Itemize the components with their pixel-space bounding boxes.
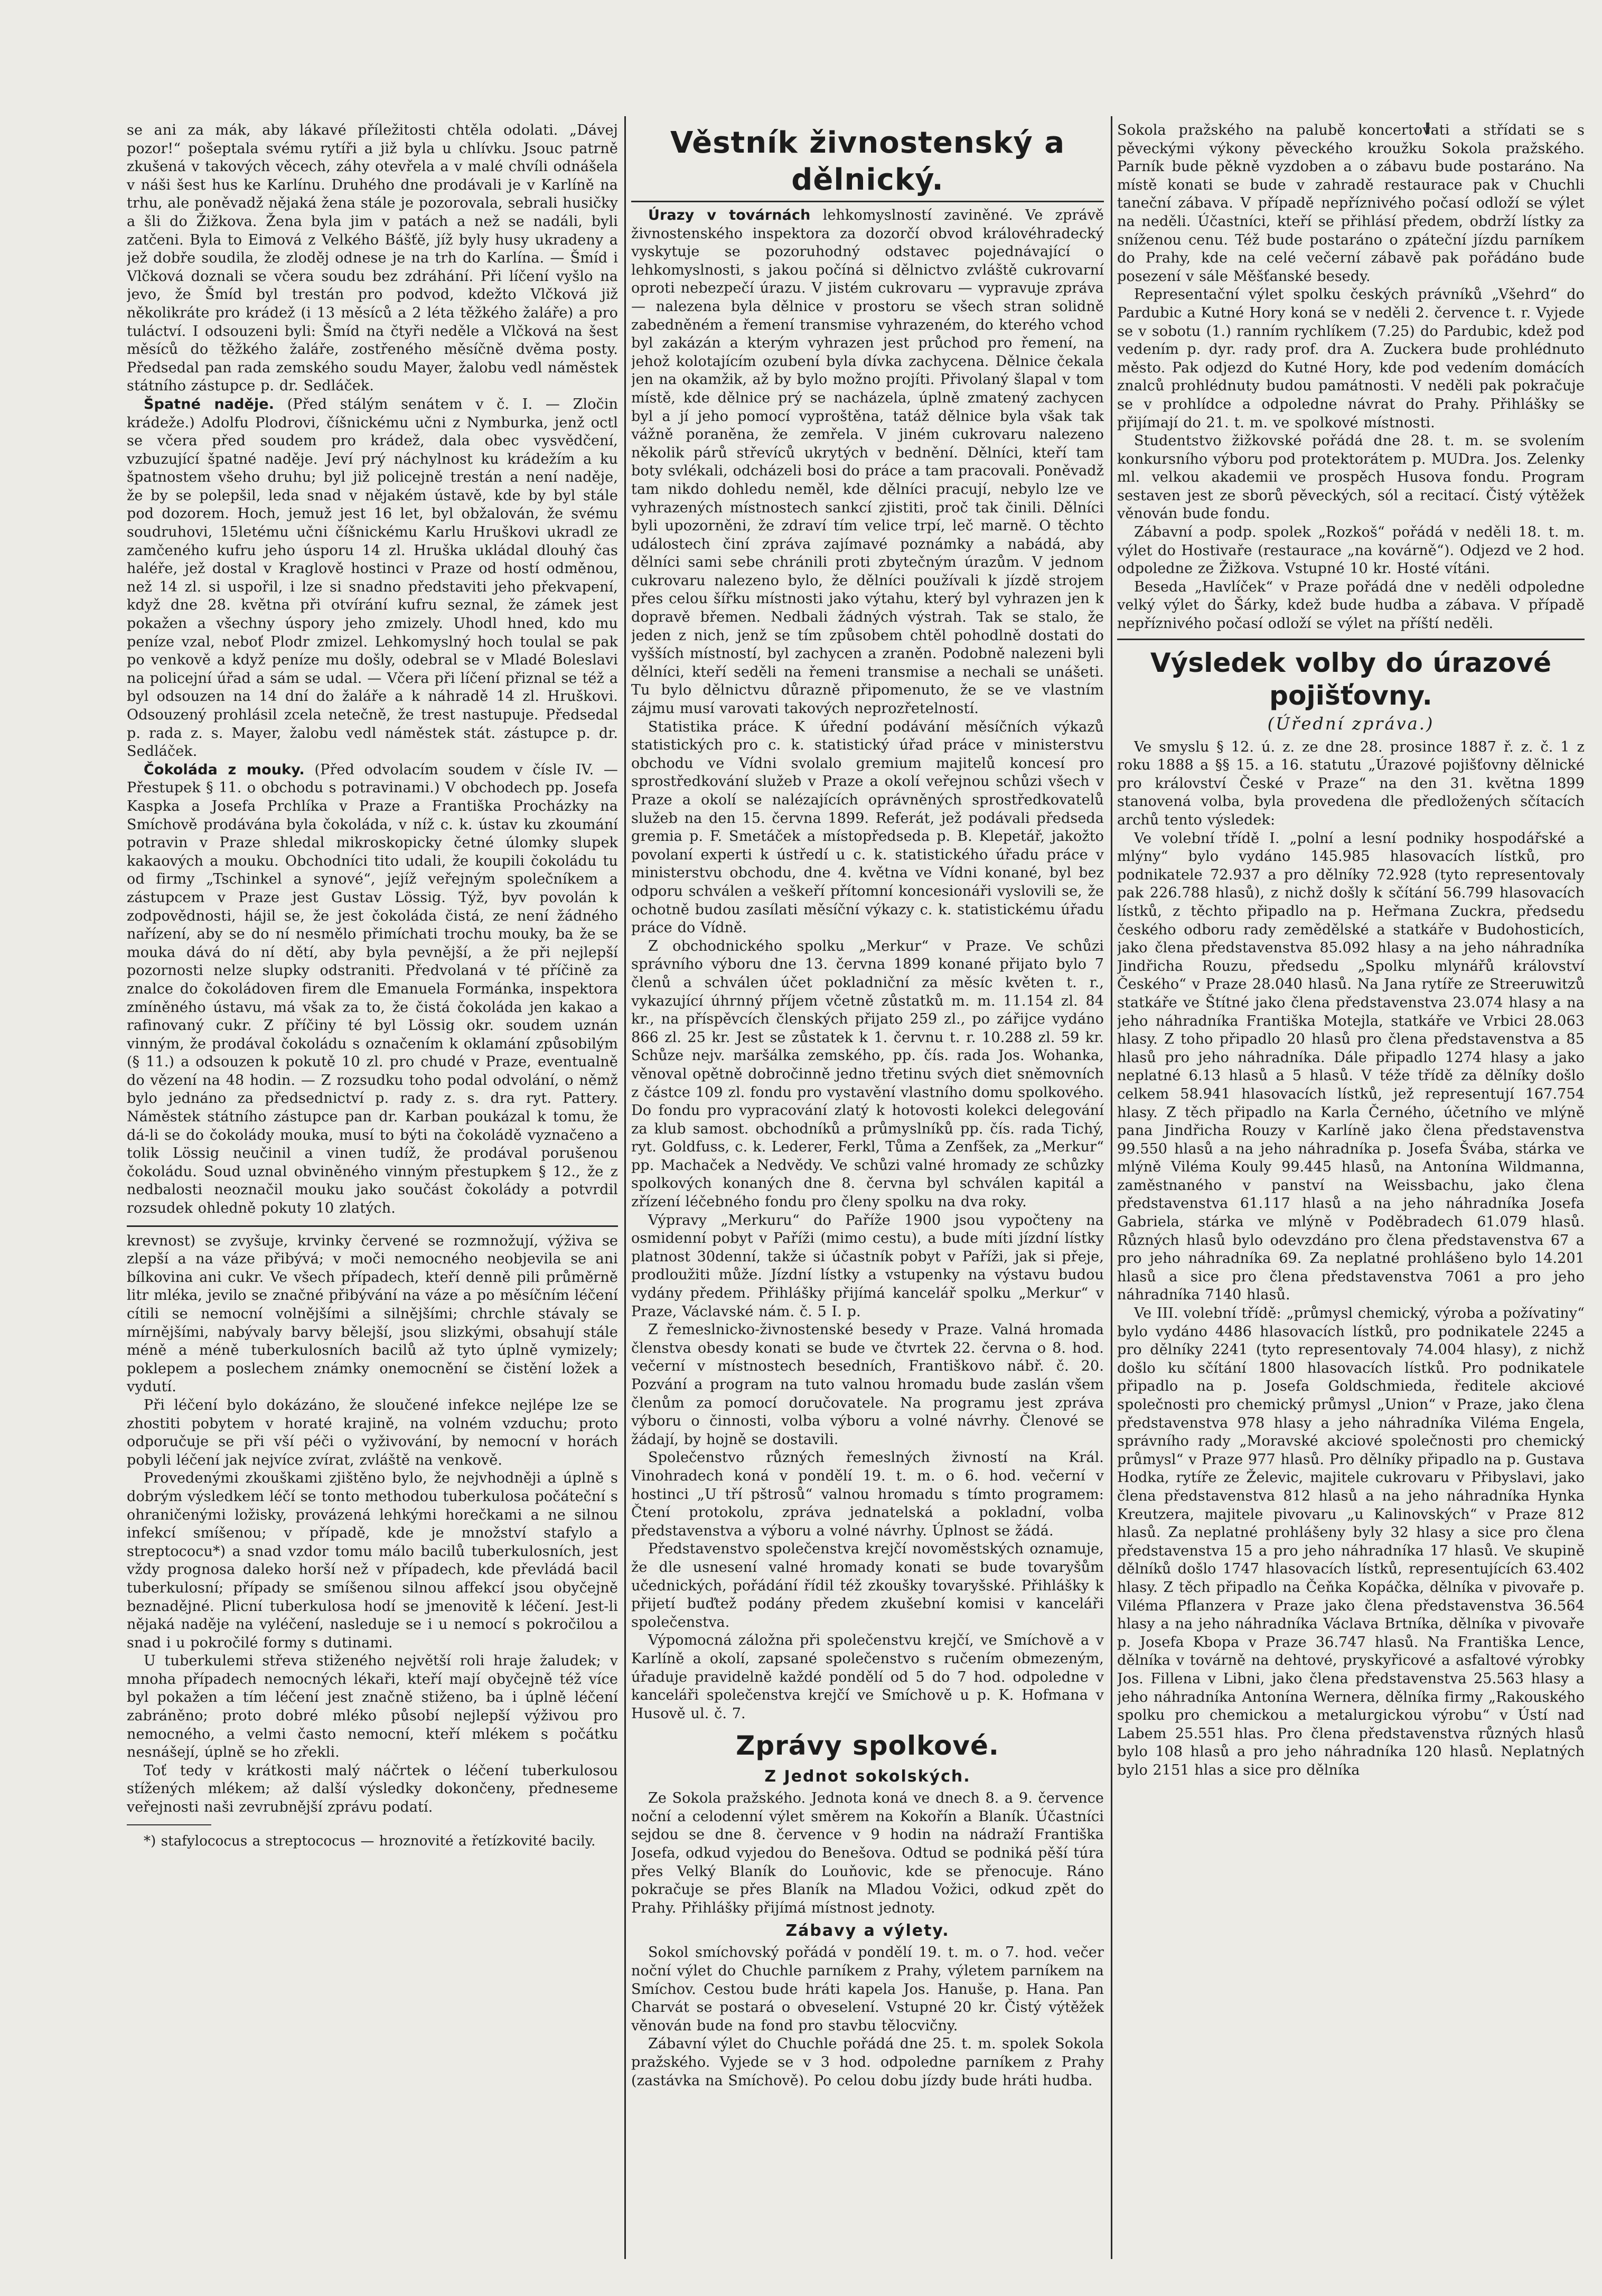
column-2 [631,121,1104,2259]
article-statistika: Statistika práce. K úřední podávání měsíčních výkazů statistických pro c. k. statistický úřad práce v ministerstvu obchodu ve Vídni svolalo gremium majitelů koncesí pro sprostředkování služeb v Praze a okolí veřejnou schůzi všech v Praze a okolí se nalézajících oprávněných sprostředkovatelů služeb na den 15. června 1899. Referát, jež podávali předseda gremia p. F. Smetáček a místopředseda p. B. Klepetář, jakožto povolaní experti k ústředí u c. k. statistického úřadu práce v ministerstvu obchodu, dne 4. května ve Vídni konané, byl bez odporu schválen a veškeří přítomní koncesionáři vyslovili se, že ochotně budou zasílati měsíční výkazy c. k. statistickému úřadu práce do Vídně. [631,718,1104,936]
election-headline: Výsledek volby do úrazové pojišťovny. [1150,647,1552,711]
section-heading: Zprávy spolkové. [736,1730,999,1761]
article-vsehrd: Representační výlet spolku českých právníků „Všehrd“ do Pardubic a Kutné Hory koná se v neděli 2. července t. r. Vyjede se v sobotu (1.) ranním rychlíkem (7.25) do Pardubic, kdež pod vedením p. dyr. rady prof. dra A. Zuckera bude prohlédnuto město. Pak odjezd do Kutné Hory, kde pod vedením domácích znalců prohlédnuty budou památnosti. V neděli pak pokračuje se v prohlídce a odpoledne návrat do Prahy. Přihlášky se přijímají do 21. t. m. ve spolkové místnosti. [1117,286,1585,431]
footnote-rule [127,1824,211,1825]
milk-cure-p2: Při léčení bylo dokázáno, že sloučené infekce nejlépe lze se zhostiti pobytem v horaté krajině, na volném vzduchu; proto odporučuje se při vší péči o vyživování, by nemocní v horách pobyli léčení jak nejvíce zvírat, zvláště na venkově. [127,1397,618,1468]
court-story-end: se ani za mák, aby lákavé příležitosti chtěla odolati. „Dávej pozor!“ pošeptala svému rytíři a již byla u chlívku. Jsouc patrně zkušená v takových věcech, záhy otevřela a v malé chvíli odnášela v náši šest hus ke Karlínu. Druhého dne prodávali je v Karlíně na trhu, ale poněvadž nějaká žena stále je pozorovala, sebrali husičky a šli do Žižkova. Žena byla jim v patách a než se nadáli, byli zatčeni. Byla to Eimová z Velkého Bášťě, jíž byly husy ukradeny a jež dobře soudila, že zloděj odnese je na trh do Karlína. — Šmíd i Vlčková doznali se včera soudu bez zdráhání. Při líčení vyšlo na jevo, že Šmíd byl trestán pro podvod, kdežto Vlčková již několikráte pro krádež (i 13 měsíců a 2 léta těžkého žaláře) a pro tuláctví. I odsouzeni byli: Šmíd na čtyři neděle a Vlčková na šest měsíců do těžkého žaláře, zostřeného měsíčně dvěma posty. Předsedal pan rada zemského soudu Mayer, žalobu vedl náměstek státního zástupce p. dr. Sedláček. [127,122,618,395]
article-urazy: Úrazy v továrnách lehkomyslností zaviněné. Ve zprávě živnostenského inspektora za dozorčí obvod královéhradecký vyskytuje se pozoruhodný odstavec pojednávající o lehkomyslnosti, s jakou počíná si dělnictvo zvláště cukrovarní oproti nebezpečí úrazu. V jistém cukrovaru — vypravuje zpráva — nalezena byla dělnice v prostoru se všech stran solidně zabedněném a řemení transmise vyhrazeném, do kterého vchod byl zakázán a kterým vyhrazen jest průchod pro řemení, na jehož kolotajícím ozubení byla dívka zachycena. Dělnice čekala jen na okamžik, až by bylo možno projíti. Přivolaný šlapal v tom místě, kde dělnice prý se nacházela, úplně zmatený zachycen byl a jí jeho pomocí vyproštěna, tatáž dělnice byla však tak vážně poraněna, že zemřela. V jiném cukrovaru nalezeno několik párů střevíců ukrytých v bednění. Dělníci, kteří tam boty svlékali, odcházeli bosi do práce a tam pracovali. Poněvadž tam nikdo dohledu neměl, kde dělníci pracují, nebylo lze ve vyhrazených místnostech sankcí zjistiti, proč tak činili. Dělníci byli upozorněni, že zdraví tím velice trpí, leč marně. O těchto událostech činí zpráva zajímavé poznámky a nabádá, aby dělníci sami sebe chránili proti zbytečným úrazům. V jednom cukrovaru nalezeno bylo, že dělníci používali k jízdě strojem přes celou šířku místnosti jako výtahu, který byl vyhrazen jen k dopravě břemen. Nedbali žádných výstrah. Tak se stalo, že jeden z nich, jenž se tím způsobem chtěl pohodlně dostati do vyšších místností, byl zachycen a zraněn. Podobně nalezeni byli dělníci, kteří seděli na řemeni transmise a nechali se unášeti. Tu bylo dělnictvu důrazně připomenuto, že se ve vlastním zájmu musí varovati takových neprozřetelností. [631,207,1104,717]
article-havlicek: Beseda „Havlíček“ v Praze pořádá dne v neděli odpoledne velký výlet do Šárky, kdež bude hudba a zábava. V případě nepříznivého počasí odloží se výlet na příští neděli. [1117,578,1585,632]
article-headline: Špatné naděje. [144,396,275,413]
article-rozkos: Zábavní a podp. spolek „Rozkoš“ pořádá v neděli 18. t. m. výlet do Hostivaře (restaurace „na kovárně“). Odjezd ve 2 hod. odpoledne ze Žižkova. Vstupné 10 kr. Hosté vítáni. [1117,524,1585,577]
article-cokolada: Čokoláda z mouky. (Před odvolacím soudem v čísle IV. — Přestupek § 11. o obchodu s potravinami.) V obchodech pp. Josefa Kaspka a Josefa Prchlíka v Praze a Františka Procházky na Smíchově prodávána byla čokoláda, v níž c. k. ústav ku zkoumání potravin v Praze shledal mikroskopicky četné úlomky slupek kakaových a mouku. Obchodníci tito udali, že koupili čokoládu tu od firmy „Tschinkel a synové“, jejíž veřejným společníkem a zástupcem v Praze jest Gustav Lössig. Týž, byv povolán k zodpovědnosti, hájil se, že jest čokoláda čistá, ze není žádného nařízení, aby se do ní nesmělo přimíchati trochu mouky, ba že se mouka dává do ní dětí, aby byla pevnější, a že při nejlepší pozornosti nelze slupky odstraniti. Předvolaná v té příčině za znalce do čokoládoven firem dle Emanuela Formánka, inspektora zmíněného ústavu, má však za to, že čistá čokoláda jen kakao a rafinovaný cukr. Z příčiny té byl Lössig okr. soudem uznán vinným, že prodával čokoládu s označením k oklamání způsobilým (§ 11.) a odsouzen k pokutě 10 zl. pro chudé v Praze, eventualně do vězení na 48 hodin. — Z rozsudku toho podal odvolání, o němž bylo jednáno za předsednictví p. rady z. s. dra ryt. Pattery. Náměstek státního zástupce pan dr. Karban poukázal k tomu, že dá-li se do čokolády mouka, musí to býti na čokoládě vyznačeno a tolik Lössig neučinil a vinen tudíž, že prodával porušenou čokoládu. Soud uznal obviněného vinným přestupkem § 12., že z nedbalosti neoznačil mouku jako součást čokolády a potvrdil rozsudek ohledně pokuty 10 zlatých. [127,761,618,1217]
footnote: *) stafylococus a streptococus — hroznovité a řetízkovité bacily. [144,1833,596,1849]
article-krejci: Představenstvo společenstva krejčí novoměstských oznamuje, že dle usnesení valné hromady konati se bude tovaryšům učednických, pořádání řídil též zkoušky tovaryšské. Přihlášky k přijetí buďtež podány předem zkušební komisi v kanceláři společenstva. [631,1541,1104,1630]
masthead-rule [631,201,1104,202]
subsection-heading: Z Jednot sokolských. [764,1767,971,1786]
milk-cure-p4: U tuberkulemi střeva stiženého největší roli hraje žaludek; v mnoha případech nemocných lékaři, kteří mají obyčejně též více byl pokažen a tím léčení jest značně stiženo, ba i úplně léčení zabráněno; proto dobré mléko působí nejlepší výživou pro nemocného, a velmi často nemocní, kteří mlékem s počátku nesnášejí, úplně se ho zřekli. [127,1653,618,1761]
article-sokol: Ze Sokola pražského. Jednota koná ve dnech 8. a 9. července noční a celodenní výlet směrem na Kokořín a Blaník. Účastníci sejdou se dne 8. července v 9 hodin na nádraží Františka Josefa, odkud vyjedou do Benešova. Odtud se podniká pěší túra přes Velký Blaník do Louňovic, kde se přenocuje. Ráno pokračuje se přes Blaník na Mladou Vožici, odkud zpět do Prahy. Přihlášky přijímá místnost jednoty. [631,1790,1104,1916]
article-beseda: Z řemeslnicko-živnostenské besedy v Praze. Valná hromada členstva obesdy konati se bude ve čtvrtek 22. června o 8. hod. večerní v místnostech besedních, Františkovo nábř. č. 20. Pozvání a program na tuto valnou hromadu bude zaslán všem členům za pomocí doručovatele. Na programu jest zpráva výboru o činnosti, volba výboru a volné návrhy. Členové se žádají, by hojně se dostavili. [631,1322,1104,1448]
column-1 [127,121,618,2259]
article-studentstvo: Studentstvo žižkovské pořádá dne 28. t. m. se svolením konkursního výboru pod protektorátem p. MUDra. Jos. Zelenky ml. velkou akademii ve prospěch Husova fondu. Program sestaven jest ze sborů pěveckých, sól a recitací. Čistý výtěžek věnován bude fondu. [1117,433,1585,522]
milk-cure-p5: Toť tedy v krátkosti malý náčrtek o léčení tuberkulosou stížených mlékem; až další výsledky dokončeny, předneseme veřejnosti naši zevrubnější zprávu podatí. [127,1762,618,1816]
section-masthead: Věstník živnostenský a dělnický. [670,126,1065,197]
subsection-heading: Zábavy a výlety. [785,1922,950,1941]
article-zalozna: Výpomocná záložna při společenstvu krejčí, ve Smíchově a v Karlíně a okolí, zapsané společenstvo s ručením obmezeným, úřaduje pravidelně každé pondělí od 5 do 7 hod. odpoledne v kanceláři společenstva krejčí ve Smíchově u p. K. Hofmana v Husově ul. č. 7. [631,1632,1104,1722]
column-rule-1 [624,116,626,2259]
article-headline: Čokoláda z mouky. [144,761,305,778]
article-merkur: Z obchodnického spolku „Merkur“ v Praze. Ve schůzi správního výboru dne 13. června 1899 konané přijato bylo 7 členů a schválen účet pokladniční za měsíc květen t. r., vykazující úhrnný příjem včetně zůstatků m. m. 11.154 zl. 84 kr., na příspěvcích členských přijato 259 zl., po zářijce vydáno 866 zl. 25 kr. Jest se zůstatek k 1. červnu t. r. 10.288 zl. 59 kr. Schůze nejv. maršálka zemského, pp. čís. rada Jos. Wohanka, věnoval opětně dobročinně jedno třetinu svých diet sněmovních z částce 109 zl. fondu pro vystavění vlastního domu spolkového. Do fondu pro vypracování zlatý k hotovosti kolekci delegování za klub samost. obchodníků a průmyslníků pp. čís. rada Tichý, ryt. Goldfuss, c. k. Lederer, Ferkl, Tůma a Zenfšek, za „Merkur“ pp. Machaček a Nedvědy. Ve schůzi valné hromady ze schůzky spolkových konaných dne 8. června byl schválen kapitál a zřízení léčebného fondu pro členy spolku na dva roky. [631,938,1104,1211]
article-vylet: Zábavní výlet do Chuchle pořádá dne 25. t. m. spolek Sokola pražského. Vyjede se v 3 hod. odpoledne parníkem z Prahy (zastávka na Smíchově). Po celou dobu jízdy bude hráti hudba. [631,2036,1104,2089]
election-subheadline: (Úřední zpráva.) [1267,713,1435,734]
election-class-3: Ve III. volební třídě: „průmysl chemický, výroba a požívatiny“ bylo vydáno 4486 hlasovacích lístků, pro podnikatele 2245 a pro dělníky 2241 (tyto representovaly 74.004 hlasy), z nichž došlo ku sčítání 1800 hlasovacích lístků. Pro podnikatele připadlo na p. Josefa Goldschmieda, ředitele akciové společnosti pro chemický průmysl „Union“ v Praze, jako člena představenstva 978 hlasy a jeho náhradníka Viléma Engela, správního rady „Moravské akciové společnosti pro chemický průmysl“ v Praze 977 hlasů. Pro dělníky připadlo na p. Gustava Hodka, rytíře ze Želevic, majitele cukrovaru v Přibyslavi, jako člena představenstva 812 hlasů a na jeho náhradníka Hynka Kreutzera, majitele pivovaru „u Kalinovských“ v Praze 812 hlasů. Za neplatné prohlášeny byly 32 hlasy a sice pro člena představenstva 15 a pro jeho náhradníka 17 hlasů. Ve skupině dělníků došlo 1747 hlasovacích lístků, representujících 63.402 hlasy. Z těch připadlo na Čeňka Kopáčka, dělníka v pivovaře p. Viléma Pflanzera v Praze jako člena představenstva 36.564 hlasy a na jeho náhradníka Václava Brtníka, dělníka v pivovaře p. Josefa Kbopa v Praze 36.747 hlasů. Na Františka Lence, dělníka v továrně na dehtové, pryskyřicové a asfaltové výrobky Jos. Fillena v Libni, jako člena představenstva 25.563 hlasy a jeho náhradníka Antonína Wernera, dělníka firmy „Rakouského spolku pro chemickou a metalurgickou výrobu“ v Ústí nad Labem 25.551 hlas. Pro člena představenstva různých hlasů bylo 108 hlasů a pro jeho náhradníka 120 hlasů. Neplatných bylo 2151 hlas a sice pro dělníka [1117,1305,1585,1778]
column-rule-2 [1111,116,1112,2259]
article-vypravy: Výpravy „Merkuru“ do Paříže 1900 jsou vypočteny na osmidenní pobyt v Paříži (mimo cestu), a bude míti jízdní lístky platnost 30denní, takže si účastník pobyt v Paříži, jak si přeje, prodloužiti může. Jízdní lístky a vstupenky na výstavu budou vydány předem. Přihlášky přijímá kancelář spolku „Merkur“ v Praze, Václavské nám. č. 5 I. p. [631,1212,1104,1320]
column-3-continuation: Sokola pražského na palubě koncertovati a střídati se s pěveckými výkony pěveckého kroužku Sokola pražského. Parník bude pěkně vyzdoben a o zábavu bude postaráno. Na místě konati se bude v zahradě restaurace pak v Chuchli taneční zábava. V případě nepříznivého počasí odloží se výlet na neděli. Účastníci, kteří se přihlásí předem, obdrží lístky za sníženou cenu. Též bude postaráno o zpáteční jízdu parníkem do Prahy, kde na celé večerní zábavě pak pořádáno bude posezení v sále Měšťanské besedy. [1117,122,1585,285]
election-intro: Ve smyslu § 12. ú. z. ze dne 28. prosince 1887 ř. z. č. 1 z roku 1888 a §§ 15. a 16. statutu „Úrazové pojišťovny dělnické pro království České v Praze“ na den 31. května 1899 stanovená volba, byla provedena dle předložených sčítacích archů tento výsledek: [1117,738,1585,828]
section-divider [1117,639,1585,640]
article-spatne-nadeje: Špatné naděje. (Před stálým senátem v č. I. — Zločin krádeže.) Adolfu Plodrovi, číšnickému učni z Nymburka, jenž octl se včera před soudem pro krádež, dala obec vysvědčení, vzbuzující špatné naděje. Jeví prý náchylnost ku krádežím a ku špatnostem všeho druhu; byl již policejně trestán a není naděje, že by se polepšil, leda snad v nějakém ústavě, kde by byl stále pod dozorem. Hoch, jemuž jest 16 let, byl obžalován, že svému soudruhovi, 15letému učni číšnickému Karlu Hruškovi ukradl ze zamčeného kufru jeho úsporu 14 zl. Hruška ukládal dlouhý čas haléře, jež dostal v Kraglově hostinci v Praze od hostí odměnou, než 14 zl. si uspořil, i lze si snadno představiti jeho překvapení, když dne 28. května při otvírání kufru seznal, že zámek jest pokažen a všechny úspory jeho zmizely. Uhodl hned, kdo mu peníze vzal, neboť Plodr zmizel. Lehkomyslný hoch toulal se pak po venkově a když peníze mu došly, odebral se v Mladé Boleslavi na policejní úřad a sám se udal. — Včera při líčení přiznal se též a byl odsouzen na 14 dní do žaláře a k náhradě 14 zl. Hruškovi. Odsouzený prohlásil zcela netečně, že trest nastupuje. Předsedal p. rada z. s. Mayer, žalobu vedl náměstek stát. zástupce p. dr. Sedláček. [127,396,618,760]
election-class-1: Ve volební třídě I. „polní a lesní podniky hospodářské a mlýny“ bylo vydáno 145.985 hlasovacích lístků, pro podnikatele 72.937 a pro dělníky 72.928 (tyto representovaly pak 226.788 hlasů), z nichž došly k sčítání 56.799 hlasovacích lístků, z těchto připadlo na p. Heřmana Zuckra, předsedu českého odboru rady zemědělské a statkáře v Budohosticích, jako člena představenstva 85.092 hlasy a na jeho náhradníka Jindřicha Rouzu, předsedu „Spolku mlynářů království Českého“ v Praze 28.040 hlasů. Na Jana rytíře ze Streeruwitzů statkáře ve Štítné jako člena představenstva 23.074 hlasy a na jeho náhradníka Františka Motejla, statkáře ve Vrbici 28.063 hlasy. Z toho připadlo 20 hlasů pro člena představenstva a 85 hlasů pro jeho náhradníka. Dále připadlo 1274 hlasy a jako neplatné 6.13 hlasů a 5 hlasů. V téže třídě za dělníky došlo celkem 58.941 hlasovacích lístků, jež representují 167.754 hlasy. Z těch připadlo na Karla Černého, účetního ve mlýně pana Jindřicha Rouzy v Karlíně jako člena představenstva 99.550 hlasů a na jeho náhradníka p. Josefa Švába, stárka ve mlýně Viléma Kouly 99.445 hlasů, na Antonína Wildmanna, zaměstnaného v panství na Weissbachu, jako člena představenstva 61.117 hlasů a na jeho náhradníka Josefa Gabriela, stárka ve mlýně v Poděbradech 61.079 hlasů. Různých hlasů bylo odevzdáno pro člena představenstva 67 a pro jeho náhradníka 69. Za neplatné prohlášeno bylo 14.201 hlasů a sice pro člena představenstva 7061 a pro jeho náhradníka 7140 hlasů. [1117,830,1585,1304]
article-spolecenstvo: Společenstvo různých řemeslných živností na Král. Vinohradech koná v pondělí 19. t. m. o 6. hod. večerní v hostinci „U tří pštrosů“ valnou hromadu s tímto programem: Čtení protokolu, zpráva jednatelská a pokladní, volba představenstva a výboru a volné návrhy. Úplnost se žádá. [631,1449,1104,1539]
article-sokol-smichov: Sokol smíchovský pořádá v pondělí 19. t. m. o 7. hod. večer noční výlet do Chuchle parníkem z Prahy, výletem parníkem na Smíchov. Cestou bude hráti kapela Jos. Hanuše, p. Hana. Pan Charvát se postará o obveselení. Vstupné 20 kr. Čistý výtěžek věnován bude na fond pro stavbu tělocvičny. [631,1944,1104,2034]
section-divider [127,1225,618,1227]
milk-cure-text: krevnost) se zvyšuje, krvinky červené se rozmnožují, výživa se zlepší a na váze přibývá; v moči nemocného neobjevila se ani bílkovina ani cukr. Ve všech případech, kteří denně pili průměrně litr mléka, jevilo se značné přibývání na váze a po měsíčním léčení cítili se nemocní volnějšími a silnějšími; chrchle stávaly se mírnějšími, nabývaly barvy bělejší, jsou slizkými, obsahují stále méně a méně tuberkulosních bacilů až tyto úplně vymizely; poklepem a poslechem známky onemocnění se čistění ložek a vydutí. [127,1232,618,1395]
column-3 [1117,121,1585,2259]
milk-cure-p3: Provedenými zkouškami zjištěno bylo, že nejvhodněji a úplně s dobrým výsledkem léčí se tonto methodou tuberkulosa počáteční s ohraničenými ložisky, provázená lehkými horečkami a ne silnou infekcí smíšenou; v případě, kde je množství stafylo a streptococu*) a snad vzdor tomu málo bacilů tuberkulosních, jest vždy prognosa daleko horší než v případech, kde převládá bacil tuberkulosní; případy se smíšenou silnou affekcí jsou obyčejně beznadějné. Plicní tuberkulosa hodí se jmenovitě k léčení. Jest-li nějaká naděje na vyléčení, nasleduje se i u nemocí s pokročilou a snad i u pokročilé formy s dutinami. [127,1470,618,1651]
